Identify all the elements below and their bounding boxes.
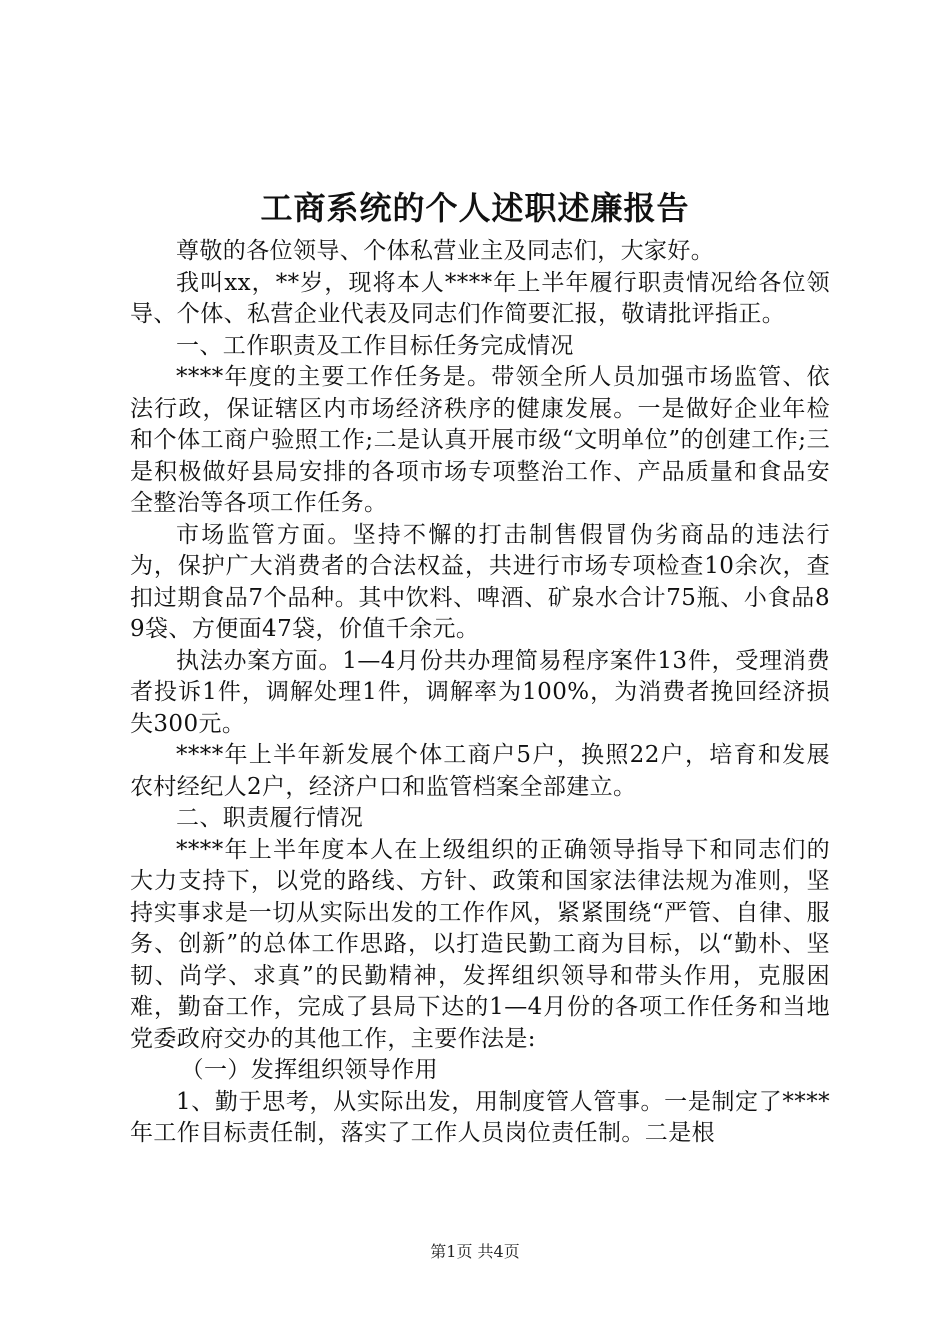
paragraph-law-enforcement: 执法办案方面。1—4月份共办理简易程序案件13件，受理消费者投诉1件，调解处理1件，调解率为100%，为消费者挽回经济损失300元。	[130, 647, 830, 737]
paragraph-intro: 我叫xx，**岁，现将本人****年上半年履行职责情况给各位领导、个体、私营企业代表及同志们作简要汇报，敬请批评指正。	[130, 269, 830, 327]
page-footer: 第1页 共4页	[430, 1242, 520, 1261]
section-heading-1: 一、工作职责及工作目标任务完成情况	[176, 332, 574, 359]
paragraph-duty-performance: ****年上半年度本人在上级组织的正确领导指导下和同志们的大力支持下，以党的路线、方针、政策和国家法律法规为准则，坚持实事求是一切从实际出发的工作作风，紧紧围绕“严管、自律、服务、创新”的总体工作思路，以打造民勤工商为目标，以“勤朴、坚韧、尚学、求真”的民勤精神，发挥组织领导和带头作用，克服困难，勤奋工作，完成了县局下达的1—4月份的各项工作任务和当地党委政府交办的其他工作，主要作法是:	[130, 836, 830, 1052]
subsection-heading-1: （一）发挥组织领导作用	[180, 1057, 438, 1083]
paragraph-point-1: 1、勤于思考，从实际出发，用制度管人管事。一是制定了****年工作目标责任制，落实了工作人员岗位责任制。二是根	[130, 1088, 830, 1146]
section-heading-2: 二、职责履行情况	[176, 805, 364, 831]
paragraph-greeting: 尊敬的各位领导、个体私营业主及同志们，大家好。	[176, 238, 715, 264]
document-body	[130, 236, 830, 1150]
paragraph-new-businesses: ****年上半年新发展个体工商户5户，换照22户，培育和发展农村经纪人2户，经济户口和监管档案全部建立。	[130, 742, 830, 800]
document-title: 工商系统的个人述职述廉报告	[260, 189, 690, 227]
paragraph-main-tasks: ****年度的主要工作任务是。带领全所人员加强市场监管、依法行政，保证辖区内市场经济秩序的健康发展。一是做好企业年检和个体工商户验照工作;二是认真开展市级“文明单位”的创建工作;三是积极做好县局安排的各项市场专项整治工作、产品质量和食品安全整治等各项工作任务。	[130, 364, 830, 516]
paragraph-market-supervision: 市场监管方面。坚持不懈的打击制售假冒伪劣商品的违法行为，保护广大消费者的合法权益，共进行市场专项检查10余次，查扣过期食品7个品种。其中饮料、啤酒、矿泉水合计75瓶、小食品89袋、方便面47袋，价值千余元。	[130, 521, 830, 642]
